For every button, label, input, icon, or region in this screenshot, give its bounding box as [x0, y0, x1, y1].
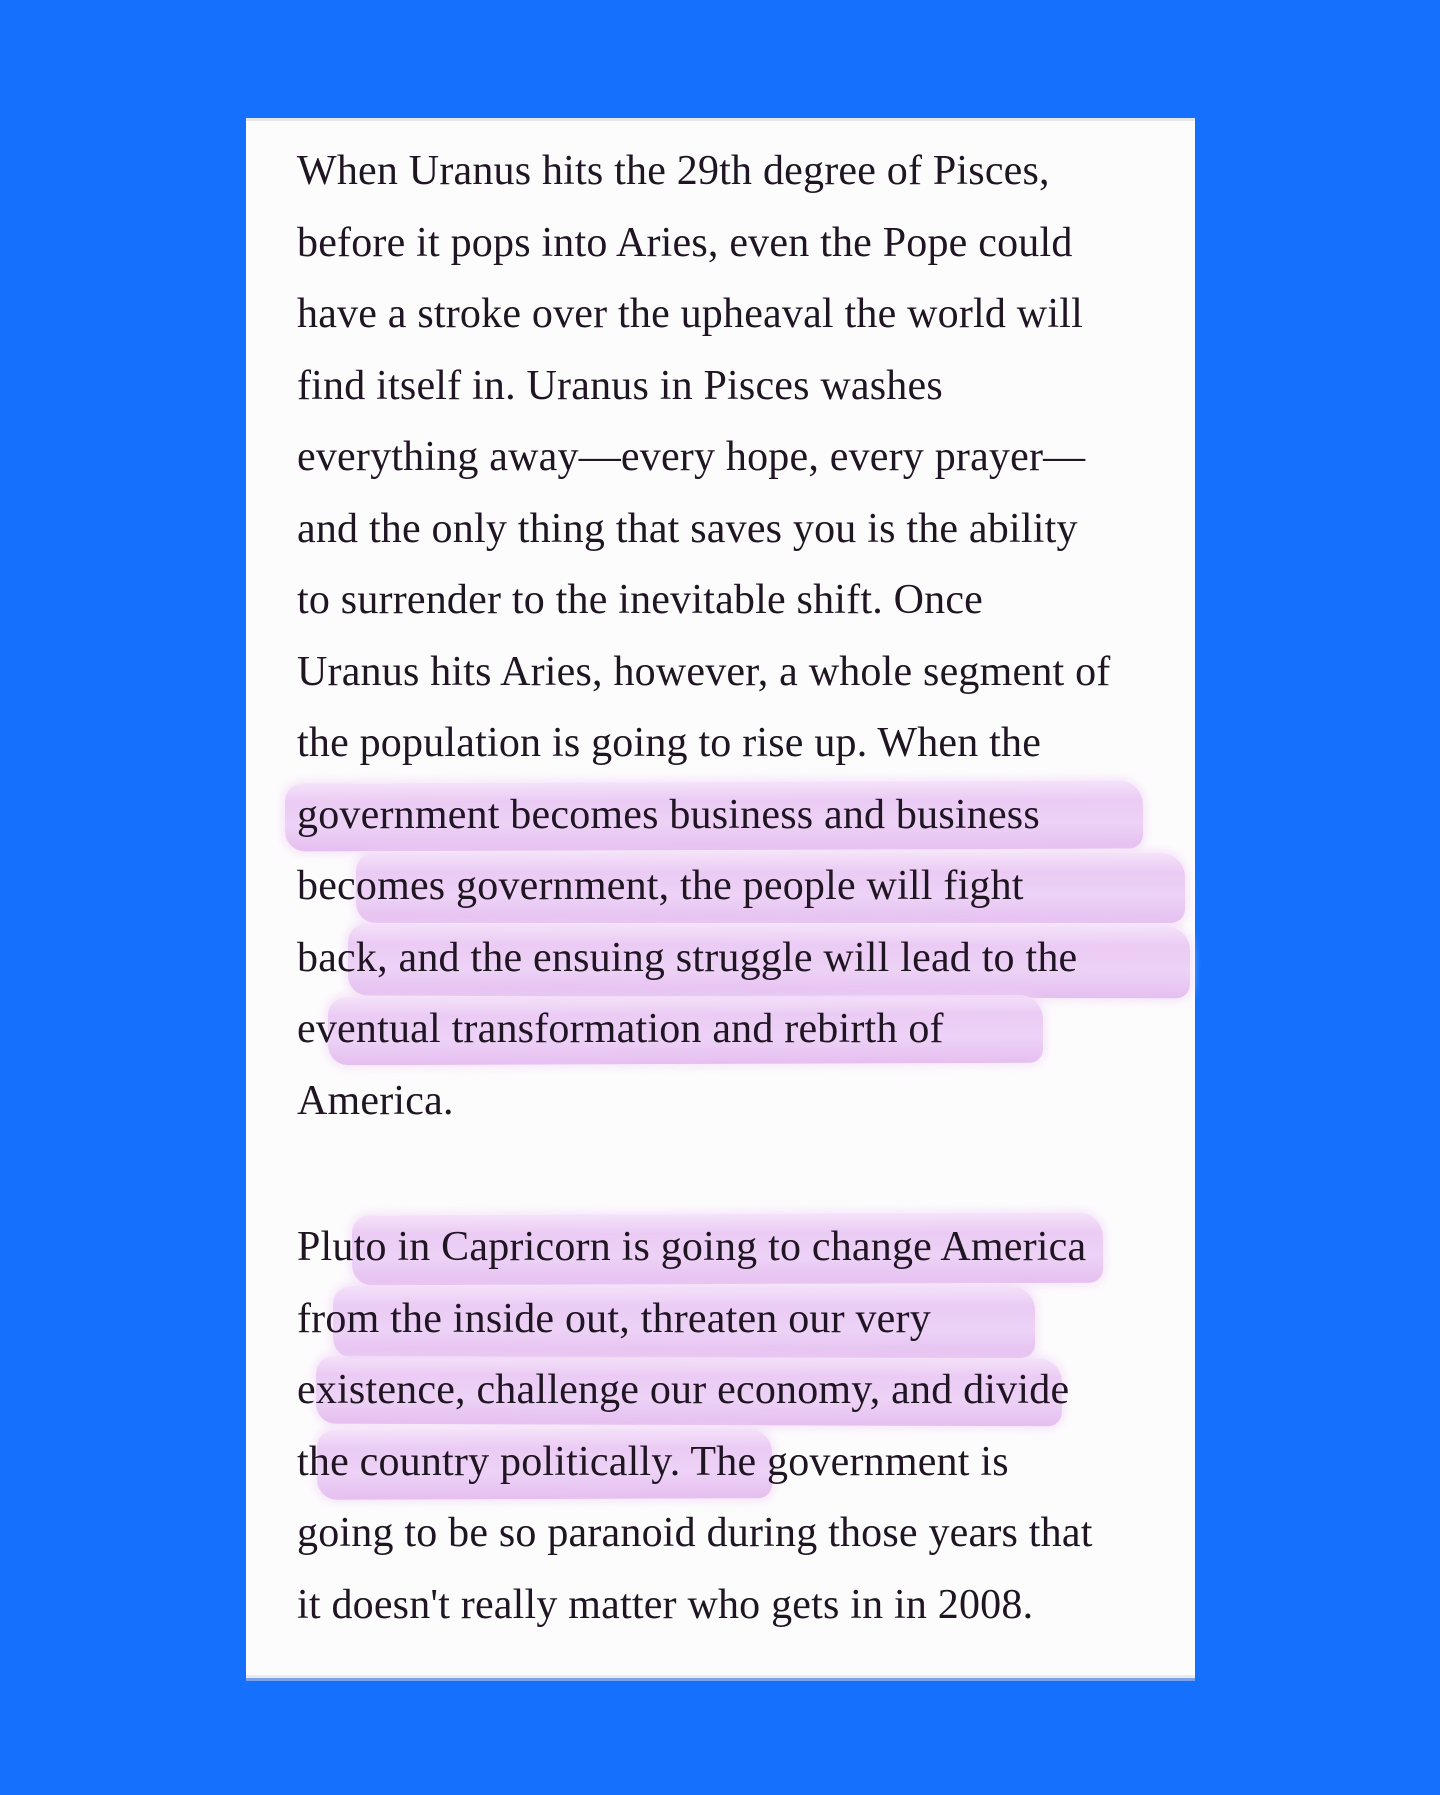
- text-line: When Uranus hits the 29th degree of Pisces,: [297, 148, 1050, 194]
- text-line: back, and the ensuing struggle will lead to the: [297, 934, 1078, 981]
- text-line: find itself in. Uranus in Pisces washes: [297, 362, 943, 409]
- text-line: becomes government, the people will fight: [297, 863, 1024, 909]
- text-line: have a stroke over the upheaval the world will: [297, 291, 1083, 337]
- text-line: from the inside out, threaten our very: [297, 1295, 931, 1342]
- text-line: government becomes business and business: [297, 791, 1040, 838]
- text-line: eventual transformation and rebirth of: [297, 1006, 944, 1052]
- book-page: [246, 118, 1195, 1678]
- paragraph: [297, 1212, 1177, 1641]
- text-layer: [246, 118, 1195, 1678]
- text-line: it doesn't really matter who gets in in 2008.: [297, 1581, 1034, 1628]
- text-line: to surrender to the inevitable shift. Once: [297, 577, 984, 623]
- text-line: and the only thing that saves you is the ability: [297, 505, 1078, 552]
- text-line: the population is going to rise up. When the: [297, 720, 1042, 766]
- text-line: the country politically. The government is: [297, 1438, 1009, 1485]
- text-line: going to be so paranoid during those years that: [297, 1510, 1093, 1556]
- text-line: everything away—every hope, every prayer—: [297, 434, 1086, 480]
- text-line: America.: [297, 1077, 454, 1124]
- text-line: existence, challenge our economy, and divide: [297, 1367, 1070, 1413]
- text-line: Pluto in Capricorn is going to change America: [297, 1224, 1087, 1270]
- text-line: before it pops into Aries, even the Pope could: [297, 219, 1073, 266]
- paragraph: [297, 136, 1177, 1137]
- text-line: Uranus hits Aries, however, a whole segment of: [297, 648, 1111, 695]
